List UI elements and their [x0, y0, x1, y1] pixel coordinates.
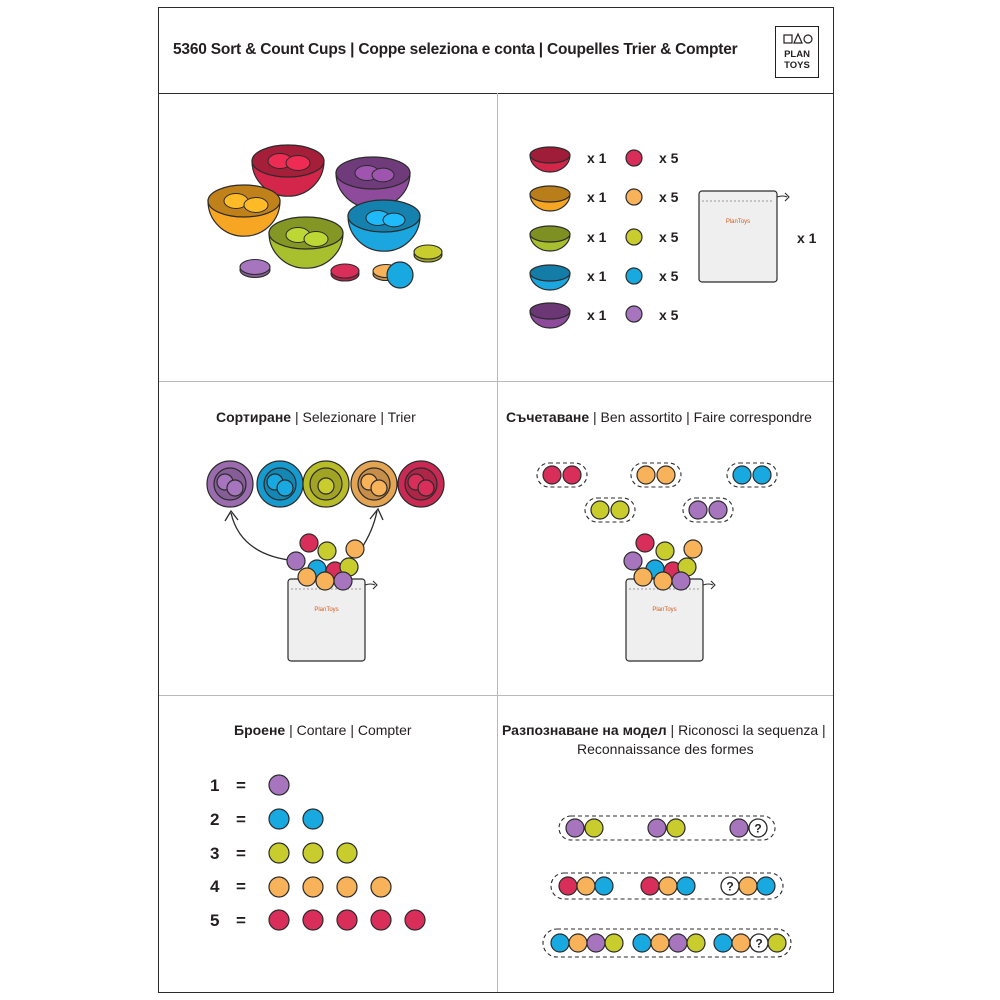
match-bag-disc-2: [684, 540, 702, 558]
logo-word-plan: PLAN: [784, 49, 810, 60]
hero-bowl-green-chip: [304, 232, 328, 247]
sort-bag-body: [288, 579, 365, 661]
match-disc-a-4: [689, 501, 707, 519]
sort-bag-disc-3: [287, 552, 305, 570]
cup-count-purple: x 1: [587, 307, 607, 323]
pattern3-dot-0: [551, 934, 569, 952]
count-equals-1: =: [236, 776, 246, 795]
hero-bowl-purple-chip: [372, 168, 394, 182]
pattern3-dot-7: [687, 934, 705, 952]
pattern3-dot-6: [669, 934, 687, 952]
pattern1-dot-0: [566, 819, 584, 837]
contents-cup-rim-4: [530, 303, 570, 319]
pattern1-unknown-mark: ?: [754, 821, 762, 836]
count-number-5: 5: [210, 911, 220, 930]
match-disc-b-3: [611, 501, 629, 519]
pattern2-dot-6: [739, 877, 757, 895]
sort-bag-disc-7: [316, 572, 334, 590]
hero-disc-purple: [240, 260, 270, 275]
count-dot-4-2: [337, 877, 357, 897]
pattern-heading-line2: Reconnaissance des formes: [577, 741, 754, 757]
cup-count-blue: x 1: [587, 268, 607, 284]
counting-heading: Броене | Contare | Compter: [234, 722, 412, 738]
matching-heading: Съчетаване | Ben assortito | Faire correspondre: [506, 409, 812, 425]
match-bag-label: PlanToys: [652, 607, 677, 613]
pattern2-dot-3: [641, 877, 659, 895]
hero-bowl-green: [269, 217, 343, 268]
contents-disc-0: [626, 150, 642, 166]
contents-cup-rim-3: [530, 265, 570, 281]
disc-count-orange: x 5: [659, 189, 679, 205]
instruction-sheet: [158, 7, 834, 993]
match-disc-a-0: [543, 466, 561, 484]
pattern1-dot-2: [648, 819, 666, 837]
count-dot-2-0: [269, 809, 289, 829]
hero-disc-blue: [387, 262, 413, 288]
page-title: 5360 Sort & Count Cups | Coppe seleziona e conta | Coupelles Trier & Compter: [173, 41, 738, 58]
disc-count-purple: x 5: [659, 307, 679, 323]
count-number-3: 3: [210, 844, 220, 863]
count-dot-4-3: [371, 877, 391, 897]
match-disc-a-3: [591, 501, 609, 519]
pattern2-dot-1: [577, 877, 595, 895]
cup-count-red: x 1: [587, 150, 607, 166]
drawstring-icon: [777, 193, 789, 201]
pattern3-dot-2: [587, 934, 605, 952]
sort-arrow-left: [231, 513, 297, 561]
count-number-4: 4: [210, 877, 220, 896]
sort-bag-disc-1: [318, 542, 336, 560]
contents-disc-3: [626, 268, 642, 284]
sort-cup-chip-b-4: [418, 480, 434, 496]
pattern3-unknown-mark: ?: [755, 936, 763, 951]
count-number-2: 2: [210, 810, 220, 829]
count-dot-2-1: [303, 809, 323, 829]
cup-count-orange: x 1: [587, 189, 607, 205]
sort-cup-chip-b-0: [227, 480, 243, 496]
sort-cup-chip-b-1: [277, 480, 293, 496]
contents-bag-label: PlanToys: [725, 219, 751, 225]
count-equals-3: =: [236, 844, 246, 863]
match-bag-disc-1: [656, 542, 674, 560]
match-bag-disc-8: [634, 568, 652, 586]
pattern2-dot-2: [595, 877, 613, 895]
drawstring-icon: [703, 581, 715, 589]
sort-bag: [288, 579, 377, 661]
pattern3-dot-10: [768, 934, 786, 952]
match-disc-b-0: [563, 466, 581, 484]
count-dot-5-3: [371, 910, 391, 930]
pattern3-dot-3: [605, 934, 623, 952]
hero-bowl-orange: [208, 185, 280, 236]
sort-bag-label: PlanToys: [314, 607, 339, 613]
match-disc-b-4: [709, 501, 727, 519]
match-bag: [626, 579, 715, 661]
count-number-1: 1: [210, 776, 220, 795]
pattern2-dot-0: [559, 877, 577, 895]
count-dot-1-0: [269, 775, 289, 795]
disc-count-green: x 5: [659, 229, 679, 245]
contents-disc-1: [626, 189, 642, 205]
contents-cup-rim-0: [530, 147, 570, 163]
pattern1-dot-4: [730, 819, 748, 837]
match-disc-a-1: [637, 466, 655, 484]
bag-count: x 1: [797, 230, 817, 246]
count-dot-5-1: [303, 910, 323, 930]
sort-cup-chip-2: [318, 478, 334, 494]
hero-bowl-blue: [348, 200, 420, 251]
contents-cup-rim-1: [530, 186, 570, 202]
count-dot-5-2: [337, 910, 357, 930]
match-bag-body: [626, 579, 703, 661]
hero-disc-green: [414, 245, 442, 259]
pattern3-dot-5: [651, 934, 669, 952]
pattern3-dot-4: [633, 934, 651, 952]
count-equals-5: =: [236, 911, 246, 930]
disc-count-red: x 5: [659, 150, 679, 166]
disc-count-blue: x 5: [659, 268, 679, 284]
sort-bag-disc-9: [334, 572, 352, 590]
illustration-layer: [159, 8, 835, 994]
pattern1-dot-1: [585, 819, 603, 837]
hero-bowl-blue-chip: [383, 213, 405, 227]
count-equals-2: =: [236, 810, 246, 829]
pattern3-dot-1: [569, 934, 587, 952]
count-dot-3-1: [303, 843, 323, 863]
count-dot-3-2: [337, 843, 357, 863]
count-dot-3-0: [269, 843, 289, 863]
count-dot-5-4: [405, 910, 425, 930]
hero-bowl-red-chip: [286, 156, 310, 171]
sort-bag-disc-0: [300, 534, 318, 552]
contents-disc-2: [626, 229, 642, 245]
pattern3-dot-8: [714, 934, 732, 952]
cup-count-green: x 1: [587, 229, 607, 245]
pattern2-unknown-mark: ?: [726, 879, 734, 894]
count-equals-4: =: [236, 877, 246, 896]
count-dot-4-0: [269, 877, 289, 897]
hero-disc-red: [331, 264, 359, 278]
sorting-heading: Сортиране | Selezionare | Trier: [216, 409, 416, 425]
sort-arrow-right: [361, 511, 377, 549]
match-bag-disc-9: [672, 572, 690, 590]
count-dot-4-1: [303, 877, 323, 897]
sort-cup-chip-b-3: [371, 480, 387, 496]
sort-bag-disc-8: [298, 568, 316, 586]
match-bag-disc-7: [654, 572, 672, 590]
logo-word-toys: TOYS: [784, 60, 810, 71]
count-dot-5-0: [269, 910, 289, 930]
match-disc-b-2: [753, 466, 771, 484]
match-disc-b-1: [657, 466, 675, 484]
pattern-heading: Разпознаване на модел | Riconosci la sequenza |: [502, 722, 826, 738]
sort-bag-disc-2: [346, 540, 364, 558]
match-bag-disc-3: [624, 552, 642, 570]
pattern2-dot-4: [659, 877, 677, 895]
contents-bag-body: [699, 191, 777, 282]
match-disc-a-2: [733, 466, 751, 484]
pattern1-dot-3: [667, 819, 685, 837]
pattern3-dot-9: [732, 934, 750, 952]
contents-bag: [699, 191, 789, 282]
hero-bowl-orange-chip: [244, 198, 268, 213]
contents-disc-4: [626, 306, 642, 322]
match-bag-disc-0: [636, 534, 654, 552]
pattern2-dot-5: [677, 877, 695, 895]
pattern2-dot-7: [757, 877, 775, 895]
contents-cup-rim-2: [530, 226, 570, 242]
drawstring-icon: [365, 581, 377, 589]
